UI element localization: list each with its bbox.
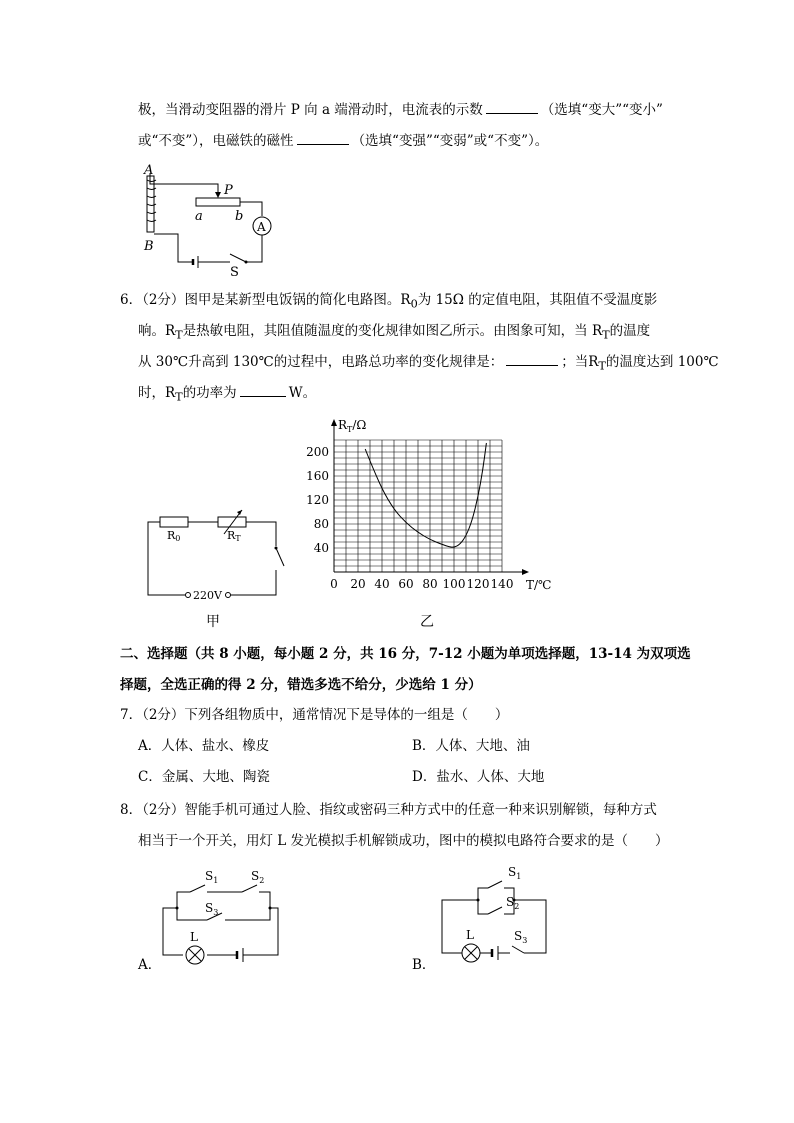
- q5-text-line1: 极，当滑动变阻器的滑片 P 向 a 端滑动时，电流表的示数 （选填“变大”“变小”: [138, 102, 663, 118]
- b-switch-s1-label: $S_1$: [508, 865, 522, 881]
- a-switch-s3-label: $S_3$: [205, 901, 219, 917]
- a-switch-s1-label: $S_1$: [205, 869, 219, 885]
- b-switch-s3-label: $S_3$: [514, 929, 528, 945]
- q6-circuit-jia: [140, 508, 290, 608]
- x-tick-label: 40: [374, 577, 390, 591]
- q8-text-line1: 8．（2分）智能手机可通过人脸、指纹或密码三种方式中的任意一种来识别解锁，每种方式: [120, 802, 657, 818]
- q8-option-b-circuit[interactable]: [428, 860, 563, 970]
- q7-option-c[interactable]: C．金属、大地、陶瓷: [138, 769, 270, 785]
- switch-s-label: S: [230, 265, 239, 279]
- q8-option-b-label[interactable]: B．: [412, 957, 436, 973]
- q5-text-line2: 或“不变”），电磁铁的磁性 （选填“变强”“变弱”或“不变”）。: [138, 133, 549, 149]
- y-tick-label: 120: [306, 493, 329, 507]
- rheostat-a-label: a: [195, 209, 203, 224]
- q6-text-line4: 时，$R_T$的功率为 W。: [138, 385, 317, 404]
- x-tick-label: 140: [490, 577, 514, 591]
- y-tick-label: 80: [313, 517, 329, 531]
- x-tick-label: 120: [466, 577, 490, 591]
- y-axis-arrow-icon: [331, 419, 337, 426]
- coil-end-b-label: B: [144, 239, 154, 254]
- q7-option-b[interactable]: B．人体、大地、油: [412, 738, 530, 754]
- voltage-label: 220V: [193, 589, 222, 602]
- y-axis-label: $R_T/\Omega$: [338, 418, 367, 434]
- rheostat-b-label: b: [235, 209, 244, 224]
- rt-label: RT: [227, 529, 241, 543]
- answer-blank[interactable]: [297, 132, 349, 145]
- x-tick-label: 60: [398, 577, 414, 591]
- q6-text-line2: 响。$R_T$是热敏电阻，其阻值随温度的变化规律如图乙所示。由图象可知，当 $R_T$的温度: [138, 323, 651, 342]
- x-tick-label: 0: [330, 577, 338, 591]
- b-lamp-label: L: [466, 928, 474, 942]
- q8-option-a-circuit[interactable]: [155, 862, 290, 972]
- slider-p-label: P: [224, 183, 233, 198]
- y-tick-label: 160: [306, 469, 329, 483]
- y-tick-label: 200: [306, 445, 329, 459]
- q6-text-line3: 从 30℃升高到 130℃的过程中，电路总功率的变化规律是： ；当$R_T$的温度达到 100℃: [138, 354, 719, 373]
- q7-stem: 7．（2分）下列各组物质中，通常情况下是导体的一组是（ ）: [120, 707, 509, 723]
- caption-jia: 甲: [206, 614, 220, 630]
- caption-yi: 乙: [420, 614, 434, 630]
- b-switch-s2-label: $S_2$: [506, 895, 520, 911]
- x-tick-label: 80: [422, 577, 438, 591]
- r0-label: R0: [167, 529, 181, 543]
- rt-curve: [365, 443, 486, 547]
- q6-text-line1: 6．（2分）图甲是某新型电饭锅的简化电路图。$R_0$为 15Ω 的定值电阻，其阻值不受温度影: [120, 292, 658, 311]
- q7-option-d[interactable]: D．盐水、人体、大地: [412, 769, 545, 785]
- answer-blank[interactable]: [486, 101, 538, 114]
- x-tick-label: 20: [350, 577, 366, 591]
- x-tick-label: 100: [442, 577, 466, 591]
- rt-temperature-graph: [296, 412, 576, 597]
- coil-end-a-label: A: [144, 164, 154, 178]
- x-axis-label: T/℃: [526, 578, 552, 592]
- a-switch-s2-label: $S_2$: [251, 869, 265, 885]
- section2-heading-line2: 择题，全选正确的得 2 分，错选多选不给分，少选给 1 分）: [120, 677, 482, 693]
- q8-text-line2: 相当于一个开关，用灯 L 发光模拟手机解锁成功，图中的模拟电路符合要求的是（ ）: [138, 833, 669, 849]
- ammeter-icon: A: [257, 220, 266, 234]
- y-tick-label: 40: [313, 541, 329, 555]
- q5-electromagnet-circuit: [138, 164, 288, 279]
- x-axis-arrow-icon: [522, 569, 529, 575]
- q8-option-a-label[interactable]: A．: [138, 957, 162, 973]
- a-lamp-label: L: [190, 930, 198, 944]
- q7-option-a[interactable]: A．人体、盐水、橡皮: [138, 738, 270, 754]
- section2-heading-line1: 二、选择题（共 8 小题，每小题 2 分，共 16 分，7-12 小题为单项选择题，13-14 为双项选: [120, 646, 691, 662]
- answer-blank[interactable]: [240, 384, 286, 397]
- answer-blank[interactable]: [506, 353, 558, 366]
